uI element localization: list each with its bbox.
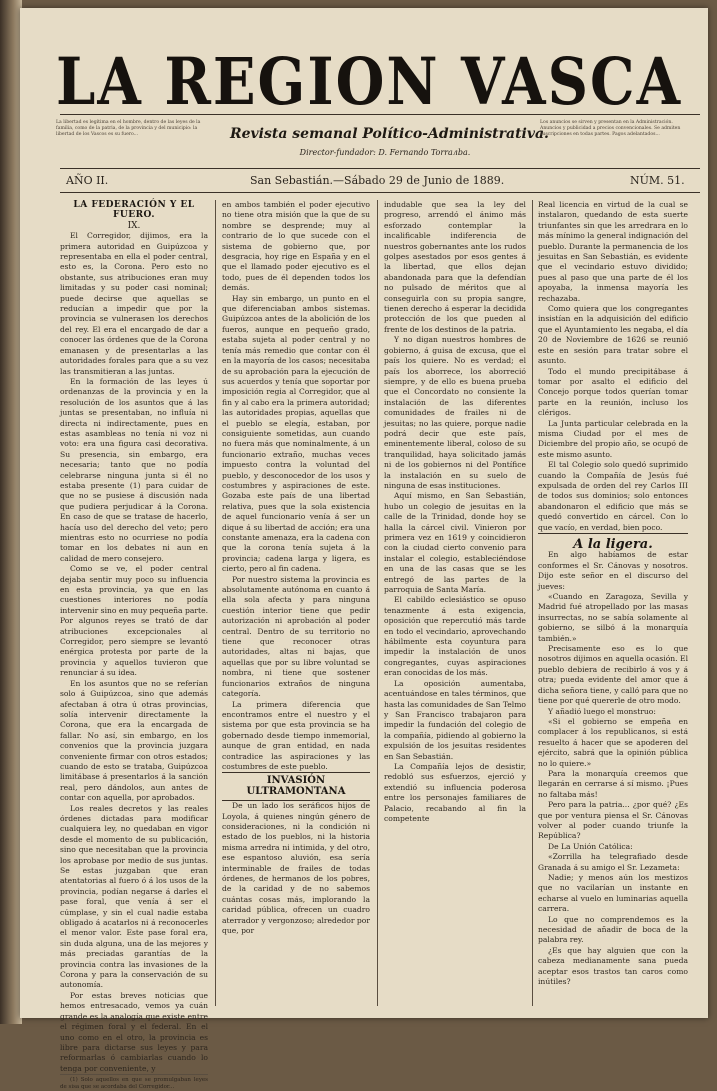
paragraph: Precisamente eso es lo que nosotros dijimos en aquella ocasión. El pueblo debiera de recibirlo á vos y á otra; pueda evidente del amor que á dicha señora tiene, y calló para que no tiene por qué quererle de otro modo. [538, 644, 688, 706]
column-divider [377, 200, 378, 1006]
right-note: Los anuncios se sirven y presentan en la Administración. Anuncios y publicidad a precios convencionales. Se admiten suscripciones en todas partes. Pagos adelantados... [540, 120, 681, 137]
paragraph: En la formación de las leyes ú ordenanzas de la provincia y en la resolución de los asuntos que á las juntas se presentaban, no influía ni directa ni indirectamente, pues en estas asambleas no tenía ni voz ni voto: era una figura casi decorativa. Su presencia, sin embargo, era necesaria; tanto que no podía celebrarse ninguna junta si él no estaba presente (1) para cuidar de que no se pusiese á discusión nada que pudiera perjudicar á la Corona. En caso de que se tratase de hacerlo, hacía uso del derecho del veto; pero mientras esto no ocurriese no podía tomar en los debates ni aun en calidad de mero consejero. [60, 376, 208, 563]
newspaper-page [20, 8, 708, 1091]
paragraph: De un lado los seráficos hijos de Loyola, á quienes ningún género de consideraciones, ni la condición ni estado de los pueblos, ni la historia misma arredra ni intimida, y del otro, ese espantoso aluvión, esa sería interminable de frailes de todas órdenes, de hermanos de los pobres, de la caridad y de no sabemos cuántas cosas más, implorando la caridad pública, ofrecen un cuadro aterrador y vergonzoso; alrededor por que, por [222, 801, 370, 936]
header-rule [60, 168, 700, 169]
left-note: La libertad es legítima en el hombre, dentro de las leyes de la familia, como de la patria, de la provincia y del municipio: la libertad de los Vascos es su fuero... [56, 120, 201, 137]
footnote: (1) Solo aquellos en que se promulgaban leyes de sisa que se acordaba del Corregidor... [60, 1074, 208, 1091]
paragraph: De La Unión Católica: [548, 841, 633, 851]
issue-year: AÑO II. [66, 174, 109, 187]
paragraph: Como se ve, el poder central dejaba sentir muy poco su influencia en esta provincia, ya que en las cuestiones interiores no podía intervenir sino en muy pequeña parte. Por algunos reyes se trató de dar atribuciones excepcionales al Corregidor, pero siempre se levantó enérgica protesta por parte de la provincia y aquellos tuvieron que renunciar á su idea. [60, 564, 208, 678]
paragraph: en ambos también el poder ejecutivo no tiene otra misión que la que de su nombre se desprende; muy al contrario de lo que sucede con el sistema de gobierno que, por desgracia, hoy rige en España y en el que el llamado poder ejecutivo es el todo, pues de él dependen todos los demás. [222, 200, 370, 293]
article-title: LA FEDERACIÓN Y EL FUERO. [73, 200, 195, 221]
column-3 [384, 200, 526, 1006]
paragraph: ¿Es que hay alguien que con la cabeza medianamente sana pueda aceptar esos trastos tan caros como inútiles? [538, 945, 688, 987]
issue-number: NÚM. 51. [630, 174, 685, 187]
paragraph: El tal Colegio solo quedó suprimido cuando la Compañía de Jesús fué expulsada de orden del rey Carlos III de todos sus dominios; solo entonces abandonaron el edificio que más se quedó convertido en cárcel. Con lo que vacío, en verdad, bien poco. [538, 460, 688, 532]
paragraph: Como quiera que los congregantes insistían en la adquisición del edificio que el Ayuntamiento les negaba, el día 20 de Noviembre de 1626 se reunió este en sesión para tratar sobre el asunto. [538, 304, 688, 366]
column-4 [538, 200, 688, 1006]
paragraph: Real licencia en virtud de la cual se instalaron, quedando de esta suerte triunfantes sin que les arredrara en lo más mínimo la general indignación del pueblo. Durante la permanencia de los jesuitas en San Sebastián, es evidente que el vecindario estuvo dividido; pues al paso que una parte de él los apoyaba, la inmensa mayoría les rechazaba. [538, 200, 688, 303]
column-2 [222, 200, 370, 1006]
paragraph: indudable que sea la ley del progreso, arrendó el ánimo más esforzado contemplar la incalificable indiferencia de nuestros gobernantes ante los rudos golpes asestados por esos gentes á la libertad, que ellos dejan abandonada para que la defendían no pulsado de méritos que al conseguirla con su propia sangre, tienen derecho á esperar la decidida protección de los que pueden al frente de los destinos de la patria. [384, 200, 526, 334]
paragraph: La primera diferencia que encontramos entre el nuestro y el sistema por que esta provincia se ha gobernado desde tiempo inmemorial, aunque de gran entidad, en nada contradice las aspiraciones y las costumbres de este pueblo. [222, 699, 370, 771]
paragraph: La Junta particular celebrada en la misma Ciudad por el mes de Diciembre del propio año, se ocupó de este mismo asunto. [538, 418, 688, 459]
paragraph: El cabildo eclesiástico se opuso tenazmente á esta exigencia, oposición que repercutió más tarde en todo el vecindario, aprovechando hábilmente esta coyuntura para impedir la instalación de unos congregantes, cuyas aspiraciones eran conocidas de los más. [384, 595, 526, 678]
director-line: Director-fundador: D. Fernando Torrалba. [299, 148, 471, 157]
article-part: IX. [127, 220, 141, 231]
column-1 [60, 200, 208, 1091]
paragraph: Para la monarquía creemos que llegarán en cerrarse á sí mismo. ¡Pues no faltaba más! [538, 768, 688, 799]
masthead-rule [60, 114, 700, 115]
paragraph: Aquí mismo, en San Sebastián, hubo un colegio de jesuitas en la calle de la Trinidad, donde hoy se halla la cárcel civil. Vinieron por primera vez en 1619 y coincidieron con la ciudad cierto convenio para instalar el colegio, estableciéndose en una de las casas que se les entregó de las partes de la parroquia de Santa María. [384, 491, 526, 595]
paragraph: La oposición aumentaba, acentuándose en tales términos, que hasta las comunidades de San Telmo y San Francisco trabajaron para impedir la fundación del colegio de la compañía, pidiendo al gobierno la expulsión de los jesuitas residentes en San Sebastián. [384, 678, 526, 761]
paragraph: Los reales decretos y las reales órdenes dictadas para modificar cualquiera ley, no quedaban en vigor desde el momento de su publicación, sino que necesitaban que la provincia los aprobase por medio de sus juntas. Se estas juzgaban que eran atentatorias al fuero ó á los usos de la provincia, podían negarse á darles el pase foral, que venía á ser el cúmplase, y sin el cual nadie estaba obligado á acatarlos ni á reconocerles el menor valor. Este pase foral era, sin duda alguna, una de las mejores y más preciadas garantías de la provincia contra las invasiones de la Corona y para la conservación de su autonomía. [60, 803, 208, 990]
column-divider [215, 200, 216, 1006]
paragraph: Y no digan nuestros hombres de gobierno, á guisa de excusa, que el país los quiere. No es verdad; el país los aborrece, los aborreció siempre, y de ello es buena prueba que el Concordato no consiente la instalación de las diferentes comunidades de frailes ni de jesuitas; no las quiere, porque nadie podrá decir que este país, eminentemente liberal, coloso de su tranquilidad, haya solicitado jamás ni de los gobiernos ni del Pontífice la instalación en su suelo de ninguna de esas instituciones. [384, 335, 526, 490]
book-spine [0, 0, 22, 1024]
paragraph: Nadie; y menos aún los mestizos que no vacilarían un instante en echarse al vuelo en luminarias aquella carrera. [538, 873, 688, 914]
column-divider [532, 200, 533, 1006]
paragraph: Pero para la patria... ¿por qué? ¿Es que por ventura piensa el Sr. Cánovas volver al poder cuando triunfe la República? [538, 800, 688, 841]
paragraph: El Corregidor, dijimos, era la primera autoridad en Guipúzcoa y representaba en ella el poder central, esto es, la Corona. Pero esto no obstante, sus atribuciones eran muy limitadas y su poder casi nominal; puede decirse que aquellas se reducían a impedir que por la provincia se vulnerasen los derechos del rey. El era el encargado de dar a conocer las órdenes que de la Corona emanasen y de presentarlas a las autoridades forales para que a su vez las transmitieran a las juntas. [60, 231, 208, 376]
masthead-title: LA REGION VASCA [56, 44, 683, 120]
dateline-rule [60, 192, 700, 193]
paragraph: «Cuando en Zaragoza, Sevilla y Madrid fué atropellado por las masas insurrectas, no se sabía solamente al gobierno, se silbó á la monarquía también.» [538, 592, 688, 643]
section-title: INVASIÓN ULTRAMONTANA [222, 772, 370, 801]
paragraph: Y añadió luego el monstruo: [548, 706, 656, 716]
paragraph: «Si el gobierno se empeña en complacer á los republicanos, si está resuelto á hacer que se apoderen del ejército, sabrá que la opinión pública no lo quiere.» [538, 716, 688, 768]
paragraph: Lo que no comprendemos es la necesidad de añadir de boca de la palabra rey. [538, 914, 688, 945]
subtitle: Revista semanal Político-Administrativa. [230, 126, 549, 142]
paragraph: Por nuestro sistema la provincia es absolutamente autónoma en cuanto á ella sola afecta y para ninguna cuestión interior tiene que pedir autorización ni aprobación al poder central. Dentro de su territorio no tiene que reconocer otras autoridades, altas ni bajas, que aquellas que por su libre voluntad se nombra, ni tiene que sostener funcionarios extraños de ninguna categoría. [222, 574, 370, 699]
paragraph: «Zorrilla ha telegrafiado desde Granada á su amigo el Sr. Lezameta: [538, 852, 688, 872]
paragraph: La Compañía lejos de desistir, redobló sus esfuerzos, ejerció y extendió su influencia poderosa entre los personajes familiares de Palacio, recabando al fin la competente [384, 761, 526, 823]
paragraph: Por estas breves noticias que hemos entresacado, vemos ya cuán grande es la analogía que existe entre el régimen foral y el federal. En el uno como en el otro, la provincia es libre para dictarse sus leyes y para reformarlas ó cambiarlas cuando lo tenga por conveniente, y [60, 990, 208, 1073]
dateline [60, 172, 700, 190]
paragraph: Todo el mundo precipitábase á tomar por asalto el edificio del Concejo porque todos querían tomar parte en la reunión, incluso los clérigos. [538, 366, 688, 418]
issue-date: San Sebastián.—Sábado 29 de Junio de 1889. [250, 174, 505, 187]
paragraph: Hay sin embargo, un punto en el que diferenciaban ambos sistemas. Guipúzcoa antes de la abolición de los fueros, aunque en pequeño grado, estaba sujeta al poder central y no tenía más remedio que contar con él en la mayoría de los casos; necesitaba de su aprobación para la ejecución de sus acuerdos y tenía que soportar por imposición regia al Corregidor, que al fin y al cabo era la primera autoridad; las autoridades propias, aquellas que el pueblo se elegía, estaban, por consiguiente sometidas, aun cuando no fuera más que nominalmente, á un funcionario extraño, muchas veces impuesto contra la voluntad del pueblo, y desconocedor de los usos y costumbres y aspiraciones de este. Gozaba este país de una libertad relativa, pues que la sola existencia de aquel funcionario venía á ser un dique á su libertad de acción; era una constante amenaza, era la cadena con que la corona tenía sujeta á la provincia; cadena larga y ligera, es cierto, pero al fin cadena. [222, 293, 370, 574]
section-title: A la ligera. [538, 533, 688, 550]
paragraph: En algo habíamos de estar conformes el Sr. Cánovas y nosotros. Dijo este señor en el discurso del jueves: [538, 550, 688, 591]
paragraph: En los asuntos que no se referían solo á Guipúzcoa, sino que además afectaban á otra ú otras provincias, solía intervenir directamente la Corona, que era la encargada de fallar. No así, sin embargo, en los convenios que la provincia juzgara conveniente firmar con otros estados; cuando de esto se trataba, Guipúzcoa limitábase á presentarlos á la sanción real, pero dándolos, aun antes de contar con aquella, por aprobados. [60, 678, 208, 803]
